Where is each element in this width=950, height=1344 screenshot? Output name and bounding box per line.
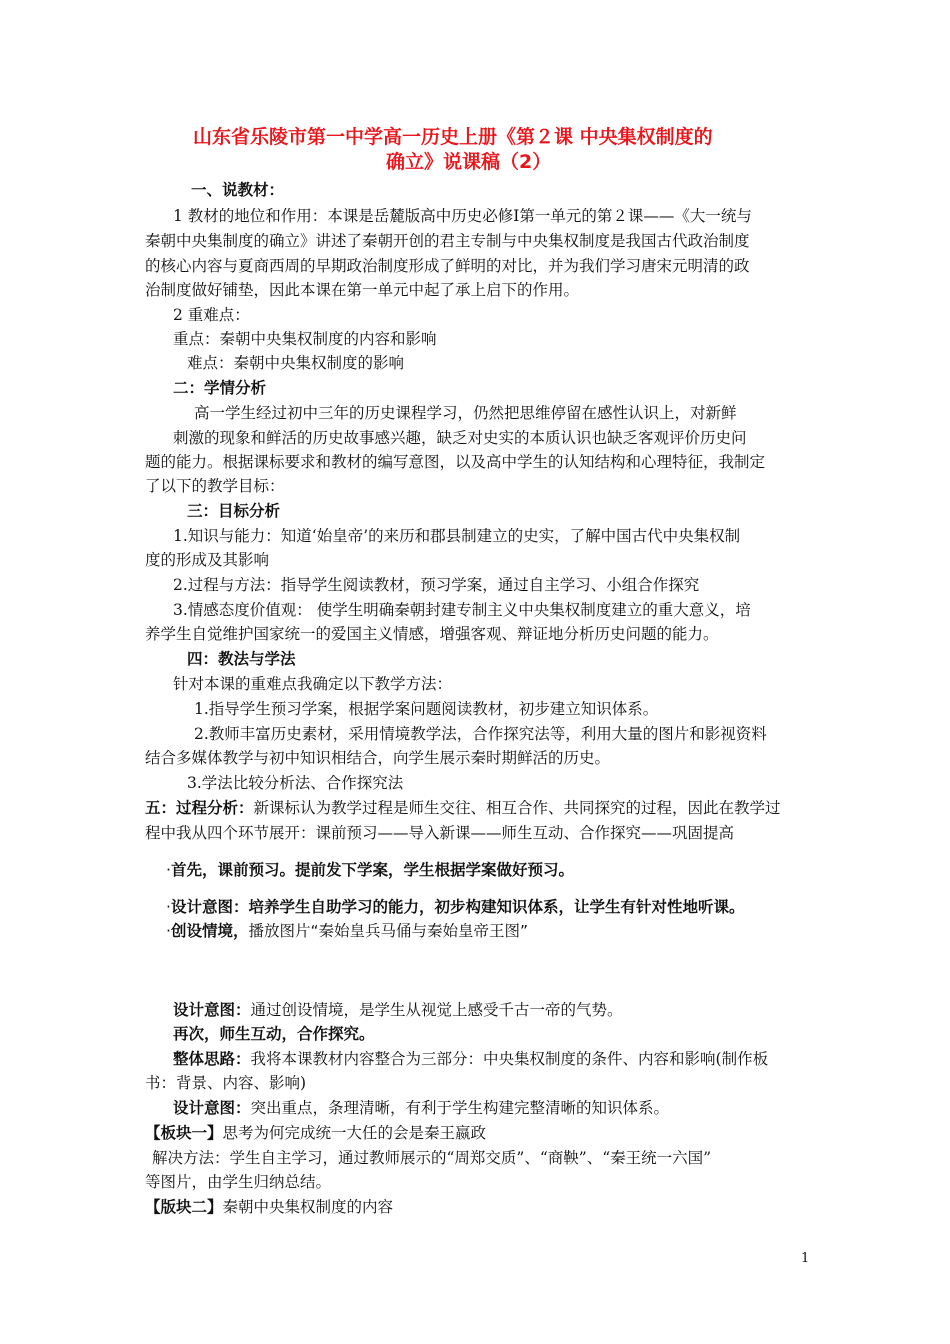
section5-line2: 程中我从四个环节展开：课前预习——导入新课——师生互动、合作探究——巩固提高 [145, 824, 735, 842]
section5-text: 新课标认为教学过程是师生交往、相互合作、共同探究的过程，因此在教学过 [253, 799, 781, 817]
section2-heading: 二：学情分析 [173, 379, 267, 397]
d4-text: 突出重点，条理清晰，有利于学生构建完整清晰的知识体系。 [250, 1099, 670, 1117]
s1-line: 治制度做好铺垫，因此本课在第一单元中起了承上启下的作用。 [145, 281, 580, 299]
design-label: 设计意图： [170, 898, 249, 916]
scene-label: 创设情境， [170, 922, 249, 940]
m2-label: 【版块二】 [145, 1198, 223, 1216]
section5-line1 [145, 798, 781, 818]
design-intent-2 [173, 1098, 669, 1118]
s4-line: 3.学法比较分析法、合作探究法 [187, 774, 404, 792]
overall-idea-line1 [173, 1049, 768, 1069]
s4-line: 2.教师丰富历史素材，采用情境教学法，合作探究法等，利用大量的图片和影视资料 [194, 725, 767, 743]
module-one [145, 1123, 486, 1143]
m1-label: 【板块一】 [145, 1124, 223, 1142]
bullet-first: ·首先，课前预习。提前发下学案，学生根据学案做好预习。 [166, 861, 574, 879]
s2-line: 了以下的教学目标： [145, 477, 285, 495]
s3-line: 1.知识与能力：知道‘始皇帝’的来历和郡县制建立的史实，了解中国古代中央集权制 [173, 527, 741, 545]
s1-line: 的核心内容与夏商西周的早期政治制度形成了鲜明的对比，并为我们学习唐宋元明清的政 [145, 257, 750, 275]
bullet-design: ·设计意图：培养学生自助学习的能力，初步构建知识体系，让学生有针对性地听课。 [166, 898, 745, 916]
s3-line: 养学生自觉维护国家统一的爱国主义情感，增强客观、辩证地分析历史问题的能力。 [145, 625, 719, 643]
interaction-line: 再次，师生互动，合作探究。 [173, 1025, 375, 1043]
s4-line: 1.指导学生预习学案，根据学案问题阅读教材，初步建立知识体系。 [194, 700, 659, 718]
section1-heading: 一、说教材： [191, 181, 285, 199]
s4-line: 结合多媒体教学与初中知识相结合，向学生展示秦时期鲜活的历史。 [145, 749, 611, 767]
s3-line: 3.情感态度价值观： 使学生明确秦朝封建专制主义中央集权制度建立的重大意义，培 [173, 601, 751, 619]
s2-line: 高一学生经过初中三年的历史课程学习，仍然把思维停留在感性认识上，对新鲜 [194, 404, 737, 422]
page-number: 1 [801, 1251, 810, 1266]
s2-line: 刺激的现象和鲜活的历史故事感兴趣，缺乏对史实的本质认识也缺乏客观评价历史问 [173, 429, 747, 447]
s1-line: 1 教材的地位和作用：本课是岳麓版高中历史必修Ⅰ第一单元的第２课——《大一统与 [173, 207, 752, 225]
module-one-solution1: 解决方法：学生自主学习，通过教师展示的“周郑交质”、“商鞅”、“秦王统一六国” [152, 1149, 712, 1167]
doc-title-line2: 确立》说课稿（2） [386, 151, 552, 173]
module-one-solution2: 等图片，由学生归纳总结。 [145, 1173, 332, 1191]
module-two [145, 1197, 393, 1217]
d3-text1: 我将本课教材内容整合为三部分：中央集权制度的条件、内容和影响(制作板 [250, 1050, 769, 1068]
s3-line: 2.过程与方法：指导学生阅读教材，预习学案，通过自主学习、小组合作探究 [173, 576, 700, 594]
first-text: 首先，课前预习。提前发下学案，学生根据学案做好预习。 [170, 861, 574, 879]
m1-text: 思考为何完成统一大任的会是秦王嬴政 [222, 1124, 487, 1142]
d3-label: 整体思路： [173, 1050, 251, 1068]
section3-heading: 三：目标分析 [187, 502, 281, 520]
section4-heading: 四：教法与学法 [187, 650, 296, 668]
bullet-scene: ·创设情境，播放图片“秦始皇兵马俑与秦始皇帝王图” [166, 922, 529, 940]
s3-line: 度的形成及其影响 [145, 551, 270, 569]
design-intent-1 [173, 1000, 623, 1020]
overall-idea-line2: 书：背景、内容、影响) [145, 1074, 307, 1092]
d1-text: 通过创设情境，是学生从视觉上感受千古一帝的气势。 [250, 1001, 623, 1019]
d4-label: 设计意图： [173, 1099, 251, 1117]
doc-title-line1: 山东省乐陵市第一中学高一历史上册《第２课 中央集权制度的 [193, 126, 713, 148]
s1-line: 秦朝中央集制度的确立》讲述了秦朝开创的君主专制与中央集权制度是我国古代政治制度 [145, 232, 750, 250]
m2-text: 秦朝中央集权制度的内容 [222, 1198, 394, 1216]
key-point: 重点：秦朝中央集权制度的内容和影响 [173, 330, 437, 348]
s1-sub2: 2 重难点： [173, 306, 250, 324]
s2-line: 题的能力。根据课标要求和教材的编写意图，以及高中学生的认知结构和心理特征，我制定 [145, 453, 766, 471]
scene-text: 播放图片“秦始皇兵马俑与秦始皇帝王图” [248, 922, 529, 940]
s4-intro: 针对本课的重难点我确定以下教学方法： [173, 675, 453, 693]
difficult-point: 难点：秦朝中央集权制度的影响 [187, 354, 405, 372]
section5-label: 五：过程分析： [145, 799, 254, 817]
design-text: 培养学生自助学习的能力，初步构建知识体系，让学生有针对性地听课。 [248, 898, 745, 916]
d1-label: 设计意图： [173, 1001, 251, 1019]
